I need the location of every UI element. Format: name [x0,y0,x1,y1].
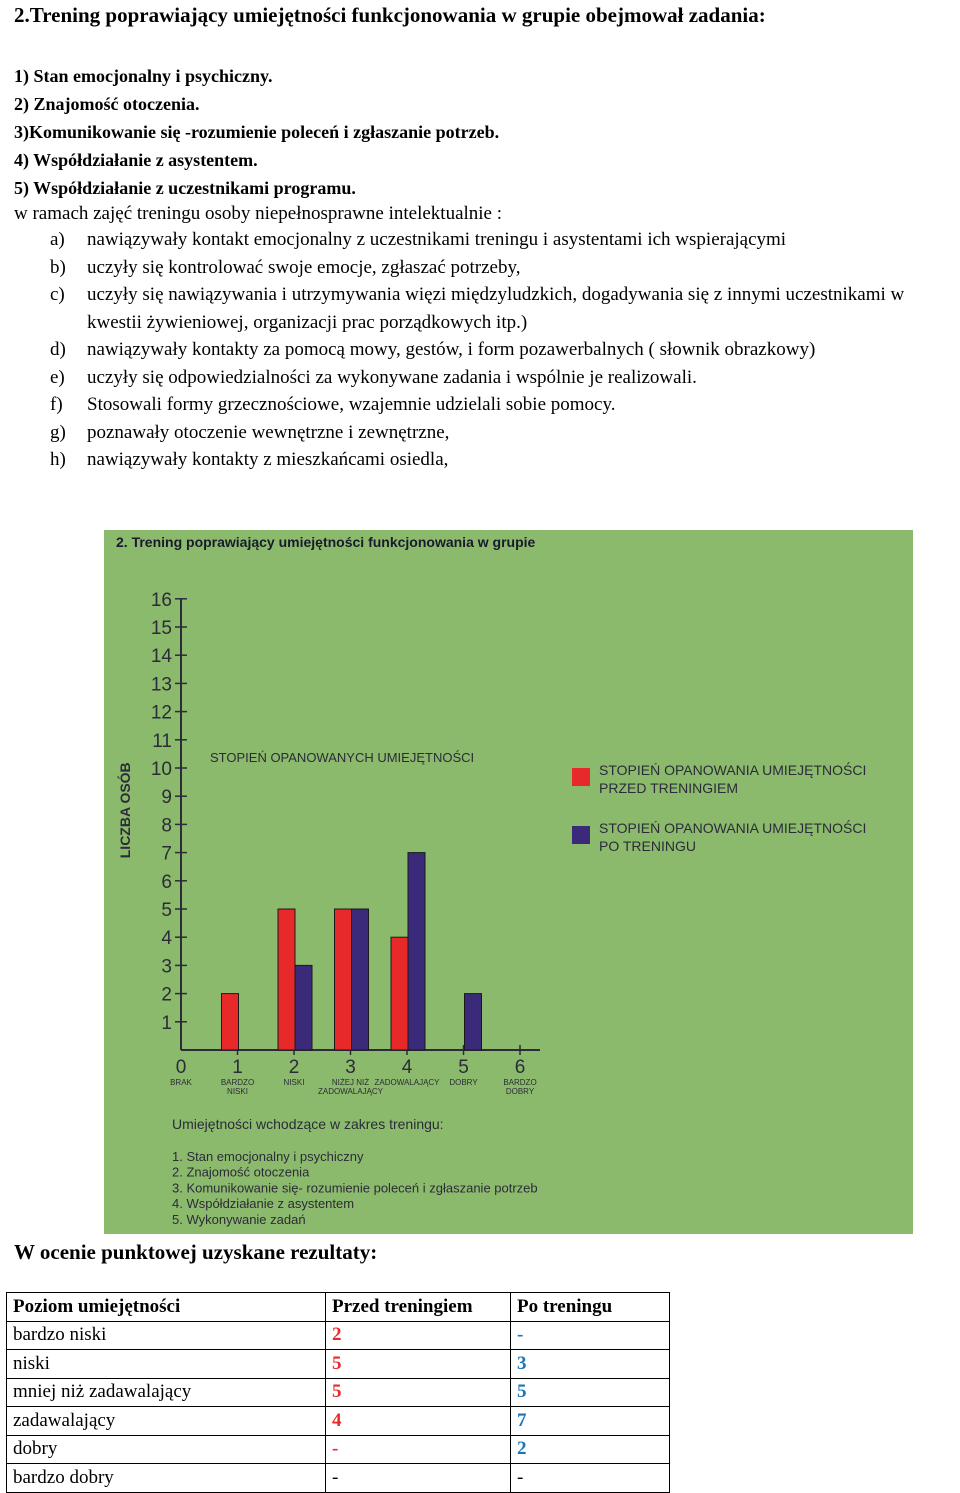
table-row [7,1407,670,1436]
table-row [7,1378,670,1407]
y-tick-label: 15 [150,618,172,639]
outcome-label: b) [50,256,66,278]
after-cell: - [511,1321,670,1350]
level-cell: niski [7,1350,326,1379]
outcome-text: uczyły się kontrolować swoje emocje, zgłaszać potrzeby, [87,256,521,278]
outcome-label: h) [50,449,66,470]
results-title: W ocenie punktowej uzyskane rezultaty: [14,1240,378,1264]
task-item: 1) Stan emocjonalny i psychiczny. [14,66,273,86]
outcome-text: nawiązywały kontakty z mieszkańcami osiedla, [87,449,449,470]
skills-title: Umiejętności wchodzące w zakres treningu: [172,1116,444,1132]
x-tick-label: 1 [232,1057,243,1078]
skills-item: 3. Komunikowanie się- rozumienie poleceń i zgłaszanie potrzeb [172,1180,538,1196]
bar-after [408,853,425,1050]
bar-before [278,909,295,1050]
y-tick-label: 12 [150,702,172,724]
outcome-text: poznawały otoczenie wewnętrzne i zewnętrzne, [87,421,450,443]
task-item: 3)Komunikowanie się -rozumienie poleceń i zgłaszanie potrzeb. [14,122,500,142]
task-item: 5) Współdziałanie z uczestnikami programu. [14,178,356,198]
x-tick-label: 4 [401,1057,413,1078]
table-row [7,1321,670,1350]
legend-label: PO TRENINGU [599,838,696,854]
outcome-item [50,281,960,336]
chart-panel [104,530,913,1234]
y-tick-label: 13 [150,674,172,696]
legend-swatch [572,826,590,844]
before-cell: - [326,1464,511,1493]
x-category-label: BARDZO [220,1078,255,1087]
y-tick-label: 16 [150,589,172,611]
after-cell: 3 [511,1350,670,1379]
x-tick-label: 2 [288,1057,300,1078]
y-tick-label: 5 [161,900,172,921]
table-row [7,1350,670,1379]
table-row [7,1435,670,1464]
column-header: Poziom umiejętności [7,1293,326,1322]
y-tick-label: 6 [161,871,172,893]
before-cell: 2 [326,1321,511,1350]
y-tick-label: 10 [150,759,172,780]
skills-item: 4. Współdziałanie z asystentem [172,1196,355,1212]
skills-item: 1. Stan emocjonalny i psychiczny [172,1149,364,1164]
section-heading: 2.Trening poprawiający umiejętności funkcjonowania w grupie obejmował zadania: [14,3,766,27]
x-category-label: ZADOWALAJĄCY [317,1087,384,1096]
x-category-label: BARDZO [503,1078,537,1087]
legend-swatch [572,768,590,786]
bar-before [335,909,352,1050]
outcome-label: d) [50,339,66,360]
x-category-label: ZADOWALAJĄCY [374,1078,440,1087]
intro-text: w ramach zajęć treningu osoby niepełnosprawne intelektualnie : [14,203,503,224]
before-cell: - [326,1435,511,1464]
level-cell: mniej niż zadawalający [7,1378,326,1407]
skills-item: 5. Wykonywanie zadań [172,1211,306,1227]
outcome-text: uczyły się nawiązywania i utrzymywania więzi międzyludzkich, dogadywania się z innymi uczestnikami w kwestii żywieniowej, organizacji prac porządkowych itp.) [87,284,905,333]
task-list [14,62,934,202]
after-cell: - [511,1464,670,1493]
level-cell: dobry [7,1435,326,1464]
y-tick-label: 4 [161,928,172,950]
x-tick-label: 5 [458,1057,469,1078]
outcome-label: f) [50,394,63,415]
before-cell: 5 [326,1350,511,1379]
outcome-label: a) [50,229,65,250]
y-tick-label: 1 [161,1012,172,1034]
table-header-row [7,1293,670,1322]
x-category-label: DOBRY [449,1078,478,1087]
y-tick-label: 2 [161,984,172,1006]
task-item: 2) Znajomość otoczenia. [14,94,200,114]
after-cell: 2 [511,1435,670,1464]
y-axis-label: LICZBA OSÓB [117,762,133,859]
bar-before [222,994,239,1050]
outcome-item [50,336,960,364]
x-tick-label: 6 [514,1057,526,1078]
before-cell: 5 [326,1378,511,1407]
outcome-list [50,226,960,474]
outcome-item [50,419,960,447]
y-tick-label: 3 [161,956,172,978]
level-cell: bardzo dobry [7,1464,326,1493]
table-row [7,1464,670,1493]
before-cell: 4 [326,1407,511,1436]
outcome-label: e) [50,366,65,388]
outcome-label: c) [50,284,65,305]
level-cell: bardzo niski [7,1321,326,1350]
table-body [7,1321,670,1492]
outcome-text: uczyły się odpowiedzialności za wykonywane zadania i wspólnie je realizowali. [87,366,697,388]
bar-after [352,909,369,1050]
task-item: 4) Współdziałanie z asystentem. [14,150,258,170]
skills-item: 2. Znajomość otoczenia [172,1164,310,1180]
level-cell: zadawalający [7,1407,326,1436]
outcome-text: Stosowali formy grzecznościowe, wzajemnie udzielali sobie pomocy. [87,394,616,415]
y-tick-label: 8 [161,815,172,837]
chart-title: 2. Trening poprawiający umiejętności funkcjonowania w grupie [116,534,536,550]
column-header: Przed treningiem [326,1293,511,1322]
legend-label: PRZED TRENINGIEM [599,780,738,796]
legend-label: STOPIEŃ OPANOWANIA UMIEJĘTNOŚCI [599,762,867,778]
x-tick-label: 3 [345,1057,356,1078]
results-table [6,1292,670,1493]
x-category-label: DOBRY [505,1087,535,1096]
x-category-label: NIŻEJ NIŻ [331,1078,370,1087]
y-tick-label: 9 [161,787,172,809]
outcome-item [50,446,960,474]
legend-label: STOPIEŃ OPANOWANIA UMIEJĘTNOŚCI [599,820,867,836]
y-tick-label: 11 [152,730,172,752]
bar-before [391,937,408,1050]
bar-after [465,994,482,1050]
outcome-label: g) [50,421,66,443]
x-tick-label: 0 [175,1057,187,1078]
x-category-label: BRAK [170,1078,192,1087]
x-category-label: NISKI [227,1087,248,1096]
bar-chart [104,530,913,1234]
outcome-item [50,254,960,282]
bar-after [295,965,312,1050]
outcome-item [50,391,960,419]
after-cell: 5 [511,1378,670,1407]
y-tick-label: 7 [161,843,172,865]
outcome-item [50,364,960,392]
outcome-text: nawiązywały kontakty za pomocą mowy, gestów, i form pozawerbalnych ( słownik obrazkowy) [87,339,816,360]
outcome-item [50,226,960,254]
after-cell: 7 [511,1407,670,1436]
chart-subtitle: STOPIEŃ OPANOWANYCH UMIEJĘTNOŚCI [210,750,475,765]
outcome-text: nawiązywały kontakt emocjonalny z uczestnikami treningu i asystentami ich wspierającymi [87,229,787,250]
column-header: Po treningu [511,1293,670,1322]
y-tick-label: 14 [150,646,172,668]
x-category-label: NISKI [283,1078,305,1087]
